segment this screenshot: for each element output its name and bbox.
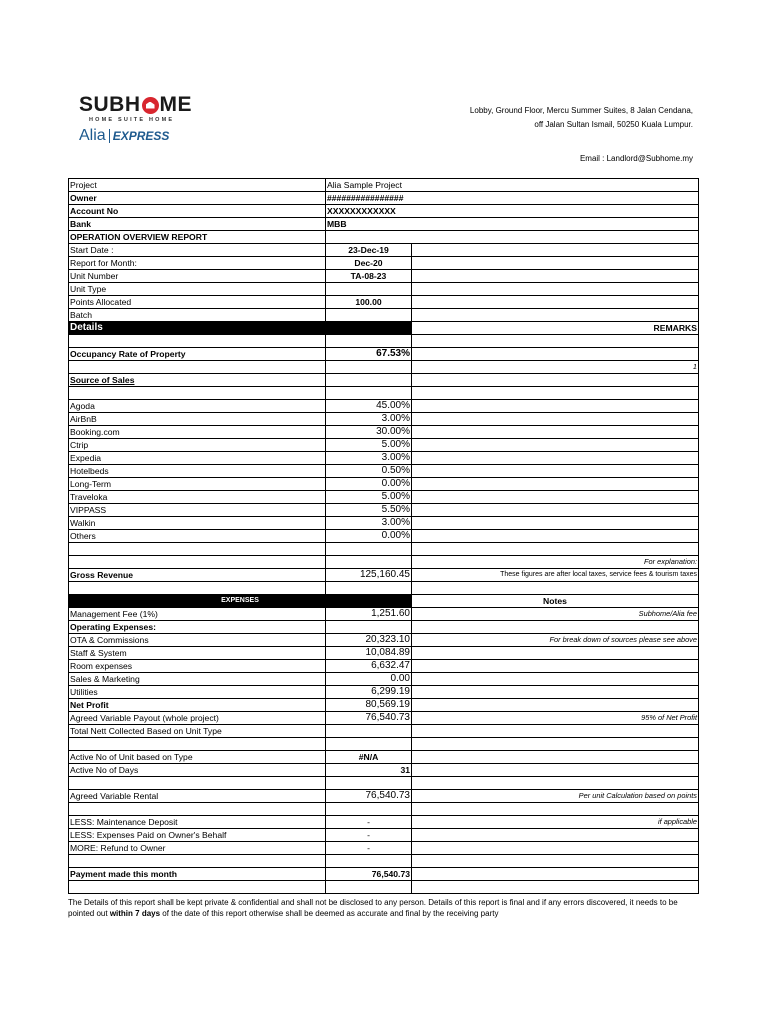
operation-report-table (68, 178, 699, 894)
table-row: Booking.com 30.00% (69, 426, 699, 439)
table-row: VIPPASS 5.50% (69, 504, 699, 517)
table-row: MORE: Refund to Owner - (69, 842, 699, 855)
table-row: Traveloka 5.00% (69, 491, 699, 504)
table-row: Active No of Days 31 (69, 764, 699, 777)
house-icon (142, 97, 159, 114)
table-row: Owner ################ (69, 192, 699, 205)
table-row: Ctrip 5.00% (69, 439, 699, 452)
table-row: Active No of Unit based on Type #N/A (69, 751, 699, 764)
table-row: Payment made this month 76,540.73 (69, 868, 699, 881)
table-row (69, 582, 699, 595)
expenses-heading: EXPENSES (69, 595, 412, 608)
table-row (69, 595, 699, 608)
table-row: For explanation: (69, 556, 699, 569)
table-row: Account No XXXXXXXXXXXX (69, 205, 699, 218)
table-row: Start Date : 23-Dec-19 (69, 244, 699, 257)
table-row (69, 738, 699, 751)
details-heading: Details (69, 322, 412, 335)
alia-express-logo: Alia EXPRESS (79, 127, 170, 144)
table-row: Total Nett Collected Based on Unit Type (69, 725, 699, 738)
table-row: OTA & Commissions 20,323.10 For break down of sources please see above (70, 634, 697, 645)
table-row: Long-Term 0.00% (69, 478, 699, 491)
table-row: LESS: Expenses Paid on Owner's Behalf - (69, 829, 699, 842)
table-row: Agoda 45.00% (69, 400, 699, 413)
table-row: Batch (69, 309, 699, 322)
table-row: Agreed Variable Rental 76,540.73 Per unit Calculation based on points (70, 790, 697, 801)
company-address: Lobby, Ground Floor, Mercu Summer Suites, 8 Jalan Cendana, off Jalan Sultan Ismail, 50250 Kuala Lumpur. (469, 106, 693, 129)
table-row: Sales & Marketing 0.00 (69, 673, 699, 686)
table-row: Project Alia Sample Project (69, 179, 699, 192)
table-row: Others 0.00% (69, 530, 699, 543)
table-row: Walkin 3.00% (69, 517, 699, 530)
table-row (69, 322, 699, 335)
table-row: Management Fee (1%) 1,251.60 Subhome/Alia fee (70, 608, 697, 619)
table-row: Gross Revenue 125,160.45 These figures are after local taxes, service fees & tourism taxes (70, 569, 697, 580)
table-row: 1 (69, 361, 699, 374)
report-title: OPERATION OVERVIEW REPORT (69, 231, 326, 244)
table-row: Room expenses 6,632.47 (69, 660, 699, 673)
table-row (69, 777, 699, 790)
table-row: AirBnB 3.00% (69, 413, 699, 426)
table-row: Source of Sales (69, 374, 699, 387)
table-row: Unit Number TA-08-23 (69, 270, 699, 283)
logo-tagline: HOME SUITE HOME (89, 117, 175, 123)
remarks-heading: REMARKS (412, 322, 699, 335)
table-row: Operating Expenses: (69, 621, 699, 634)
table-row (69, 803, 699, 816)
table-row (69, 335, 699, 348)
table-row (69, 543, 699, 556)
table-row (69, 855, 699, 868)
table-row: Report for Month: Dec-20 (69, 257, 699, 270)
table-row: Points Allocated 100.00 (69, 296, 699, 309)
table-row: Unit Type (69, 283, 699, 296)
confidentiality-note: The Details of this report shall be kept private & confidential and shall not be disclosed to any person. Details of this report is final and if any errors discovered, it needs to be pointed out within 7 days of the date of this report otherwise shall be deemed as accurate and final by the receiving party (68, 898, 678, 918)
contact-email: Email : Landlord@Subhome.my (579, 154, 693, 163)
table-row (69, 231, 699, 244)
table-row: Expedia 3.00% (69, 452, 699, 465)
table-row: Net Profit 80,569.19 (69, 699, 699, 712)
table-row (69, 387, 699, 400)
table-row: Bank MBB (69, 218, 699, 231)
table-row: Hotelbeds 0.50% (69, 465, 699, 478)
table-row: Staff & System 10,084.89 (69, 647, 699, 660)
table-row: Agreed Variable Payout (whole project) 76,540.73 95% of Net Profit (70, 712, 697, 723)
company-logo (79, 94, 209, 145)
table-row: Utilities 6,299.19 (69, 686, 699, 699)
notes-heading: Notes (412, 595, 699, 608)
table-row: LESS: Maintenance Deposit - if applicable (70, 817, 697, 827)
table-row (69, 881, 699, 894)
table-row: Occupancy Rate of Property 67.53% (69, 348, 699, 361)
subhome-wordmark: SUBH ME (79, 93, 193, 116)
